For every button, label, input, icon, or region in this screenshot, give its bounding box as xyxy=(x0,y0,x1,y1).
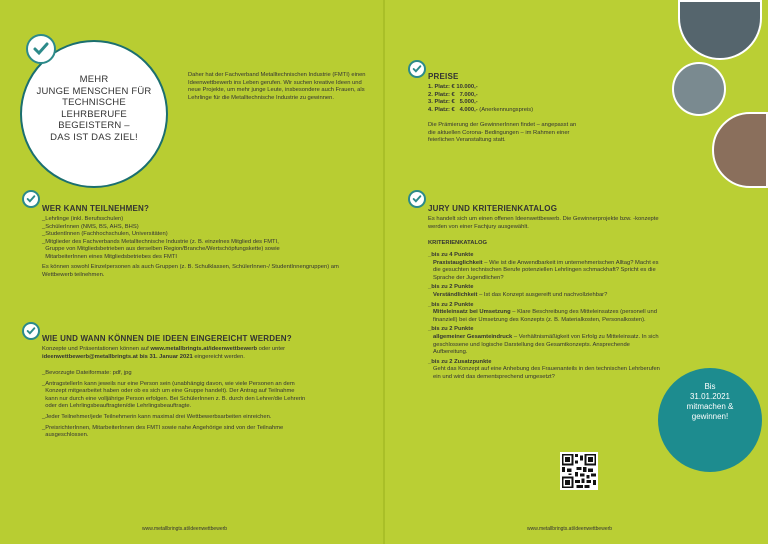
prizes-heading: PREISE xyxy=(428,72,459,81)
prize-place: 4. Platz: xyxy=(428,106,450,113)
who-list xyxy=(42,216,372,262)
prize-amount: € 5.000,- xyxy=(451,99,478,106)
list-item: _Mitglieder des Fachverbands Metalltechnische Industrie (z. B. einzelnes Mitglied des FMTI, xyxy=(42,238,279,245)
check-icon xyxy=(26,34,56,64)
list-item: _Lehrlinge (inkl. Berufsschulen) xyxy=(42,216,124,222)
prize-place: 1. Platz: xyxy=(428,84,450,90)
prizes-note: Die Prämierung der GewinnerInnen findet – angepasst an die aktuellen Corona- Bedingungen – im Rahmen einer feierlichen Veranstaltung statt. xyxy=(428,122,577,144)
how-heading: WIE UND WANN KÖNNEN DIE IDEEN EINGEREICHT WERDEN? xyxy=(42,334,292,343)
criterion xyxy=(428,302,660,325)
list-item: Gruppe von Mitgliedsbetrieben aus derselben Region/Branche/Wertschöpfungskette) sowie xyxy=(42,246,280,253)
deadline-prefix: bis xyxy=(139,353,148,360)
jury-text: Es handelt sich um einen offenen Ideenwettbewerb. Die Gewinnerprojekte bzw. -konzepte werden von einer Fachjury ausgewählt. xyxy=(428,216,659,230)
prize-amount: € 7.000,- xyxy=(451,91,478,98)
prize-row xyxy=(428,84,598,92)
criterion-desc: – Ist das Konzept ausgereift und nachvollziehbar? xyxy=(477,291,608,298)
criterion-name: Mitteleinsatz bei Umsetzung xyxy=(433,309,511,316)
criterion-points: _bis zu 4 Punkte xyxy=(428,252,474,258)
footer-url[interactable]: www.metallbringts.at/ideenwettbewerb xyxy=(142,526,228,532)
criterion-desc: – Wie ist die Anwendbarkeit im unternehmerischen Alltag? Macht es die gesuchten technischen Berufe potenziellen Lehrlingen schmackhaft? Spricht es die Sprache der Jugendlichen? xyxy=(433,259,659,281)
criterion-points: _bis zu 2 Zusatzpunkte xyxy=(428,358,492,365)
check-icon xyxy=(408,190,426,208)
list-item: _PreisrichterInnen, MitarbeiterInnen des FMTI sowie nahe Angehörige sind von der Teilnahme xyxy=(42,424,284,431)
criterion-name: Praxistauglichkeit xyxy=(433,259,483,266)
who-note: Es können sowohl Einzelpersonen als auch Gruppen (z. B. Schulklassen, SchülerInnen-/ StudentInnengruppen) am Wettbewerb teilnehmen. xyxy=(42,264,339,278)
how-intro xyxy=(42,346,372,361)
how-list xyxy=(42,370,372,440)
list-item: MitarbeiterInnen eines Mitgliedsbetriebes des FMTI xyxy=(42,253,177,260)
check-icon xyxy=(22,190,40,208)
how-intro-part: eingereicht werden. xyxy=(194,353,245,360)
photo-machine xyxy=(672,62,726,116)
criterion xyxy=(428,252,660,282)
contest-link[interactable]: www.metallbringts.at/ideenwettbewerb xyxy=(150,346,258,352)
list-item: _Bevorzugte Dateiformate: pdf, jpg xyxy=(42,370,132,376)
prize-note: (Anerkennungspreis) xyxy=(479,106,534,113)
criterion-points: _bis zu 2 Punkte xyxy=(428,301,474,308)
criterion-name: allgemeiner Gesamteindruck xyxy=(433,333,513,340)
qr-code-icon[interactable] xyxy=(560,452,598,490)
prize-amount: € 10.000,- xyxy=(451,84,478,90)
deadline-date: 31. Januar 2021 xyxy=(149,353,193,360)
list-item: _Jeder Teilnehmer/jede Teilnehmerin kann maximal drei Wettbewerbsarbeiten einreichen. xyxy=(42,413,272,420)
criterion xyxy=(428,284,660,299)
list-item: oder den Lehrlingsbeauftragten/die Lehrlingsbeauftragte. xyxy=(42,403,192,410)
prize-row xyxy=(428,92,598,100)
list-item: _StudentInnen (Fachhochschulen, Universitäten) xyxy=(42,231,168,238)
criteria-heading: KRITERIENKATALOG xyxy=(428,240,488,246)
list-item: Konzept mitgearbeitet haben oder ob es sich um eine Gruppe handelt). Der Antrag auf Teilnahme xyxy=(42,388,295,395)
prize-place: 3. Platz: xyxy=(428,99,450,106)
how-intro-part: Konzepte und Präsentationen können auf xyxy=(42,346,149,352)
how-intro-part: oder unter xyxy=(258,346,286,352)
prizes-list xyxy=(428,84,598,114)
prize-place: 2. Platz: xyxy=(428,91,450,98)
list-item: ausgeschlossen. xyxy=(42,432,89,439)
check-icon xyxy=(408,60,426,78)
page-fold xyxy=(383,0,385,544)
contest-email-link[interactable]: ideenwettbewerb@metallbringts.at xyxy=(42,353,138,360)
criteria-list xyxy=(428,252,660,382)
list-item: _AntragstellerIn kann jeweils nur eine Person sein (unabhängig davon, wie viele Personen an dem xyxy=(42,380,295,387)
prize-row xyxy=(428,99,598,107)
criterion-points: _bis zu 2 Punkte xyxy=(428,284,474,291)
prize-amount: € 4.000,- xyxy=(451,106,478,113)
criterion-points: _bis zu 2 Punkte xyxy=(428,326,474,333)
criterion-desc: – Klare Beschreibung des Mitteleinsatzes (personell und finanziell) bei der Umsetzung des Konzepts (z. B. Materialkosten, Personalkosten). xyxy=(433,309,657,323)
intro-text: Daher hat der Fachverband Metalltechnischen Industrie (FMTI) einen Ideenwettbewerb ins Leben gerufen. Wir suchen kreative Ideen und neue Projekte, um mehr junge Leute, insbesondere auch Frauen, als Lehrlinge für die Metalltechnische Industrie zu gewinnen. xyxy=(188,72,366,101)
list-item: kann nur durch eine volljährige Person erfolgen. Bei SchülerInnen z. B. durch den Lehrer/die Lehrerin xyxy=(42,395,306,402)
who-heading: WER KANN TEILNEHMEN? xyxy=(42,204,150,213)
criterion-name: Verständlichkeit xyxy=(433,291,478,298)
criterion xyxy=(428,326,660,356)
footer-url[interactable]: www.metallbringts.at/ideenwettbewerb xyxy=(527,526,613,532)
deadline-badge xyxy=(658,368,762,472)
criterion-desc: – Verhältnismäßigkeit von Erfolg zu Mitteleinsatz. In sich geschlossene und logische Darstellung des Gesamtkonzepts. Ansprechende Aufbereitung. xyxy=(433,333,659,356)
deadline-badge-text: Bis 31.01.2021 mitmachen & gewinnen! xyxy=(686,382,734,421)
jury-heading: JURY UND KRITERIENKATALOG xyxy=(428,204,558,213)
criterion xyxy=(428,359,660,382)
prize-row xyxy=(428,107,598,115)
goal-text: MEHR JUNGE MENSCHEN FÜR TECHNISCHE LEHRBERUFE BEGEISTERN – DAS IST DAS ZIEL! xyxy=(36,74,152,143)
list-item: _SchülerInnen (NMS, BS, AHS, BHS) xyxy=(42,223,139,230)
check-icon xyxy=(22,322,40,340)
criterion-desc: Geht das Konzept auf eine Anhebung des Frauenanteils in den technischen Lehrberufen ein und wird das dementsprechend umgesetzt? xyxy=(433,366,660,380)
